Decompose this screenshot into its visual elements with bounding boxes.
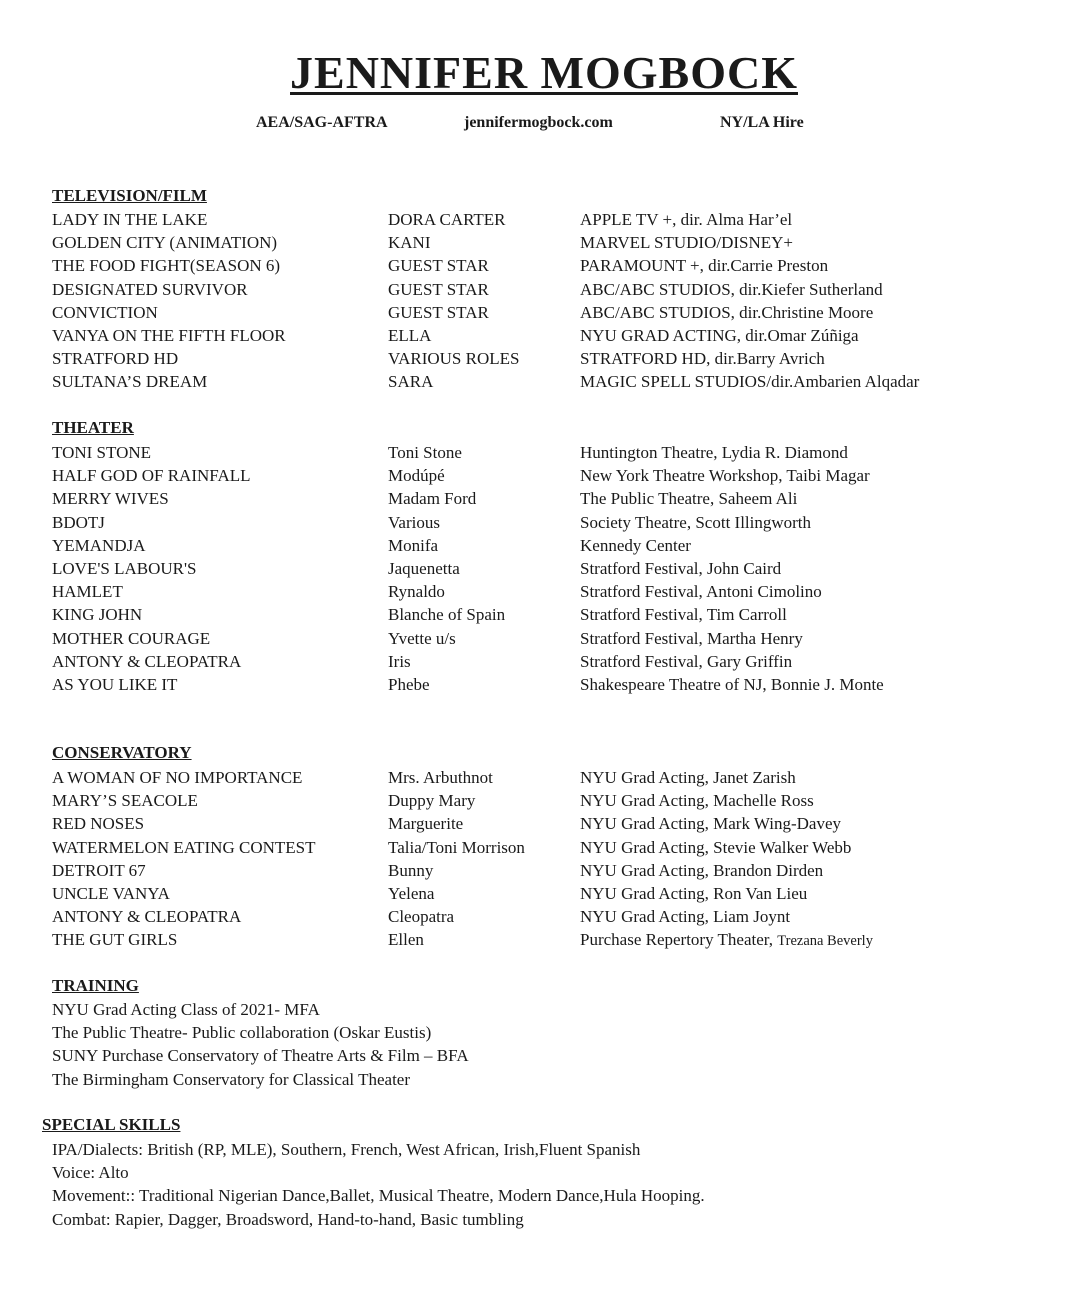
- production: KING JOHN: [52, 605, 143, 625]
- section-title-conservatory: CONSERVATORY: [52, 743, 192, 762]
- role: DORA CARTER: [388, 210, 506, 229]
- credit-row: [52, 928, 1078, 951]
- production: SULTANA’S DREAM: [52, 372, 208, 392]
- production: HAMLET: [52, 582, 123, 602]
- company-director: ABC/ABC STUDIOS, dir.Christine Moore: [580, 302, 874, 322]
- role: KANI: [388, 233, 431, 253]
- company-director: NYU Grad Acting, Brandon Dirden: [580, 860, 824, 880]
- training-item: NYU Grad Acting Class of 2021- MFA: [52, 1000, 320, 1019]
- company-director: Stratford Festival, Antoni Cimolino: [580, 582, 822, 602]
- production: DETROIT 67: [52, 860, 146, 880]
- production: ANTONY & CLEOPATRA: [52, 651, 242, 671]
- credit-row: [52, 464, 1078, 487]
- role: Bunny: [388, 860, 434, 880]
- credit-row: [52, 487, 1078, 510]
- section-title-training: TRAINING: [52, 976, 139, 995]
- production: THE GUT GIRLS: [52, 930, 178, 950]
- production: A WOMAN OF NO IMPORTANCE: [52, 768, 303, 787]
- role: SARA: [388, 372, 434, 392]
- production: BDOTJ: [52, 512, 105, 532]
- role: Cleopatra: [388, 907, 455, 927]
- production: GOLDEN CITY (ANIMATION): [52, 233, 278, 253]
- credit-row: [52, 603, 1078, 626]
- training-item: The Birmingham Conservatory for Classical Theater: [52, 1069, 411, 1089]
- credit-row: [52, 766, 1078, 789]
- company-director: NYU Grad Acting, Liam Joynt: [580, 907, 791, 927]
- role: Yelena: [388, 883, 435, 903]
- production: MERRY WIVES: [52, 489, 169, 509]
- role: Blanche of Spain: [388, 605, 506, 625]
- role: GUEST STAR: [388, 302, 489, 322]
- hire-location: NY/LA Hire: [720, 114, 804, 131]
- production: THE FOOD FIGHT(SEASON 6): [52, 256, 281, 276]
- company-director: PARAMOUNT +, dir.Carrie Preston: [580, 256, 829, 276]
- company-director: NYU GRAD ACTING, dir.Omar Zúñiga: [580, 325, 859, 345]
- credit-row: [52, 254, 1078, 277]
- credit-row: [52, 208, 1078, 231]
- section-title-television-film: TELEVISION/FILM: [52, 186, 207, 205]
- credit-row: [52, 859, 1078, 882]
- company-director: APPLE TV +, dir. Alma Har’el: [580, 210, 793, 229]
- company: Purchase Repertory Theater,: [580, 930, 774, 950]
- credit-row: [52, 627, 1078, 650]
- company-director: NYU Grad Acting, Machelle Ross: [580, 791, 814, 811]
- production: DESIGNATED SURVIVOR: [52, 279, 248, 299]
- credit-row: [52, 789, 1078, 812]
- section-title-special-skills: SPECIAL SKILLS: [42, 1115, 181, 1134]
- company-director: Shakespeare Theatre of NJ, Bonnie J. Monte: [580, 674, 884, 694]
- skill-item: Voice: Alto: [52, 1163, 129, 1183]
- role: Monifa: [388, 535, 439, 555]
- credit-row: [52, 836, 1078, 859]
- role: Toni Stone: [388, 443, 462, 462]
- credit-row: [52, 882, 1078, 905]
- conservatory-list: [52, 766, 1078, 952]
- credit-row: [52, 812, 1078, 835]
- production: VANYA ON THE FIFTH FLOOR: [52, 325, 286, 345]
- production: AS YOU LIKE IT: [52, 674, 178, 694]
- company-director: Society Theatre, Scott Illingworth: [580, 512, 812, 532]
- company-director: NYU Grad Acting, Ron Van Lieu: [580, 883, 808, 903]
- credit-row: [52, 231, 1078, 254]
- skill-item: IPA/Dialects: British (RP, MLE), Southern, French, West African, Irish,Fluent Spanish: [52, 1140, 641, 1159]
- production: ANTONY & CLEOPATRA: [52, 907, 242, 927]
- website: jennifermogbock.com: [464, 114, 613, 131]
- company-director: NYU Grad Acting, Stevie Walker Webb: [580, 837, 852, 857]
- role: ELLA: [388, 325, 432, 345]
- credit-row: [52, 673, 1078, 696]
- resume-name: JENNIFER MOGBOCK: [290, 47, 798, 98]
- skill-item: Movement:: Traditional Nigerian Dance,Ballet, Musical Theatre, Modern Dance,Hula Hooping.: [52, 1186, 705, 1206]
- union-affiliation: AEA/SAG-AFTRA: [256, 114, 388, 131]
- company-director: Stratford Festival, Martha Henry: [580, 628, 803, 648]
- role: VARIOUS ROLES: [388, 349, 520, 369]
- production: LOVE'S LABOUR'S: [52, 558, 197, 578]
- role: GUEST STAR: [388, 279, 489, 299]
- role: Marguerite: [388, 814, 464, 834]
- credit-row: [52, 650, 1078, 673]
- section-title-theater: THEATER: [52, 418, 134, 437]
- television-film-list: [52, 208, 1078, 394]
- production: WATERMELON EATING CONTEST: [52, 837, 316, 857]
- production: CONVICTION: [52, 302, 158, 322]
- special-skills-list: [52, 1138, 705, 1231]
- company-director: NYU Grad Acting, Janet Zarish: [580, 768, 796, 787]
- company-director: ABC/ABC STUDIOS, dir.Kiefer Sutherland: [580, 279, 883, 299]
- credit-row: [52, 278, 1078, 301]
- credit-row: [52, 347, 1078, 370]
- production: MOTHER COURAGE: [52, 628, 211, 648]
- training-item: The Public Theatre- Public collaboration (Oskar Eustis): [52, 1023, 432, 1043]
- role: Phebe: [388, 674, 430, 694]
- company-director: Stratford Festival, Gary Griffin: [580, 651, 793, 671]
- role: Madam Ford: [388, 489, 477, 509]
- role: Iris: [388, 651, 411, 671]
- credit-row: [52, 534, 1078, 557]
- role: GUEST STAR: [388, 256, 489, 276]
- company-director: MARVEL STUDIO/DISNEY+: [580, 233, 794, 253]
- production: HALF GOD OF RAINFALL: [52, 466, 251, 486]
- production: YEMANDJA: [52, 535, 146, 555]
- credit-row: [52, 301, 1078, 324]
- production: RED NOSES: [52, 814, 145, 834]
- role: Yvette u/s: [388, 628, 456, 648]
- credit-row: [52, 441, 1078, 464]
- skill-item: Combat: Rapier, Dagger, Broadsword, Hand-to-hand, Basic tumbling: [52, 1209, 524, 1229]
- production: TONI STONE: [52, 443, 152, 462]
- role: Duppy Mary: [388, 791, 476, 811]
- company-director: New York Theatre Workshop, Taibi Magar: [580, 466, 870, 486]
- role: Modúpé: [388, 466, 445, 486]
- company-director: STRATFORD HD, dir.Barry Avrich: [580, 349, 825, 369]
- role: Ellen: [388, 930, 424, 950]
- production: STRATFORD HD: [52, 349, 179, 369]
- credit-row: [52, 557, 1078, 580]
- company-director: NYU Grad Acting, Mark Wing-Davey: [580, 814, 842, 834]
- company-director: MAGIC SPELL STUDIOS/dir.Ambarien Alqadar: [580, 372, 920, 392]
- company-director: Stratford Festival, Tim Carroll: [580, 605, 787, 625]
- role: Rynaldo: [388, 582, 445, 602]
- credit-row: [52, 370, 1078, 393]
- credit-row: [52, 905, 1078, 928]
- company-director: [580, 928, 873, 953]
- company-director: The Public Theatre, Saheem Ali: [580, 489, 798, 509]
- training-item: SUNY Purchase Conservatory of Theatre Arts & Film – BFA: [52, 1046, 469, 1066]
- role: Various: [388, 512, 440, 532]
- company-director: Huntington Theatre, Lydia R. Diamond: [580, 443, 848, 462]
- production: LADY IN THE LAKE: [52, 210, 208, 229]
- company-director: Stratford Festival, John Caird: [580, 558, 782, 578]
- training-list: [52, 998, 469, 1091]
- credit-row: [52, 324, 1078, 347]
- company-director: Kennedy Center: [580, 535, 691, 555]
- director: Trezana Beverly: [777, 933, 873, 950]
- credit-row: [52, 580, 1078, 603]
- role: Talia/Toni Morrison: [388, 837, 525, 857]
- production: UNCLE VANYA: [52, 883, 170, 903]
- role: Mrs. Arbuthnot: [388, 768, 493, 787]
- production: MARY’S SEACOLE: [52, 791, 198, 811]
- theater-list: [52, 441, 1078, 696]
- credit-row: [52, 511, 1078, 534]
- role: Jaquenetta: [388, 558, 460, 578]
